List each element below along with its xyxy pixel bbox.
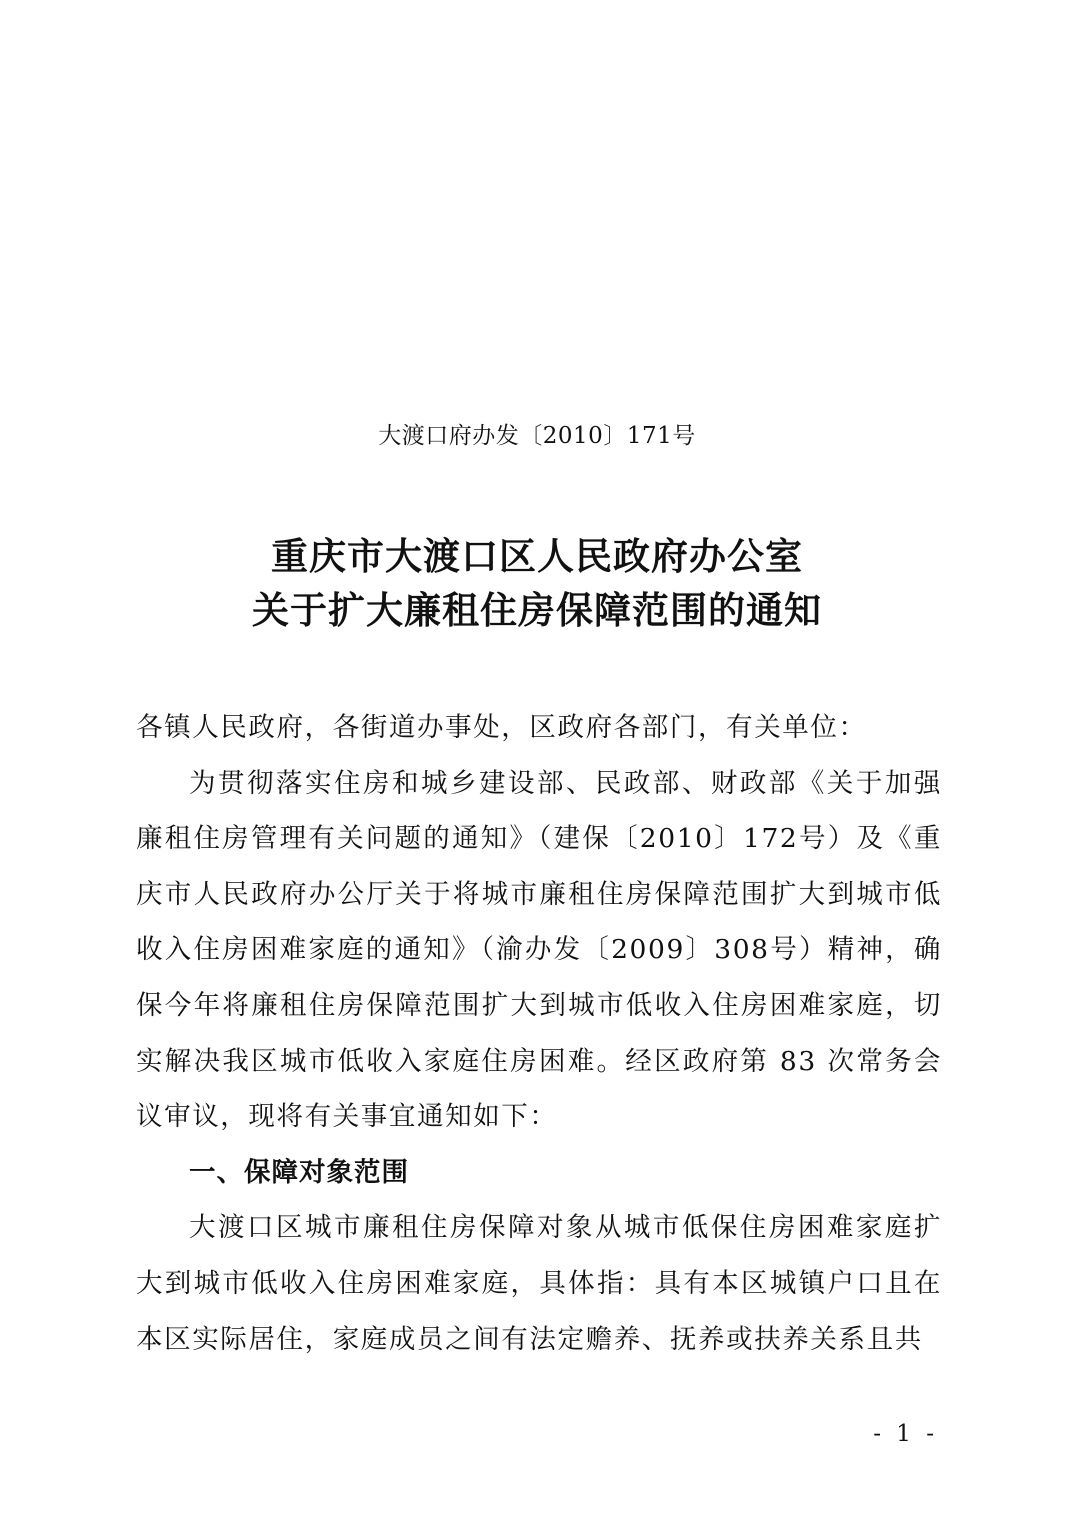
document-body xyxy=(136,700,942,1367)
section-heading-1: 一、保障对象范围 xyxy=(189,1156,409,1188)
document-title xyxy=(0,530,1074,638)
paragraph-section-1: 大渡口区城市廉租住房保障对象从城市低保住房困难家庭扩大到城市低收入住房困难家庭，具体指：具有本区城镇户口且在本区实际居住，家庭成员之间有法定赡养、抚养或扶养关系且共 xyxy=(136,1212,942,1355)
document-number: 大渡口府办发〔2010〕171号 xyxy=(378,423,696,449)
salutation: 各镇人民政府，各街道办事处，区政府各部门，有关单位： xyxy=(136,712,867,743)
title-line-2: 关于扩大廉租住房保障范围的通知 xyxy=(252,589,822,632)
title-line-1: 重庆市大渡口区人民政府办公室 xyxy=(271,535,803,578)
paragraph-intro: 为贯彻落实住房和城乡建设部、民政部、财政部《关于加强廉租住房管理有关问题的通知》（建保〔2010〕172号）及《重庆市人民政府办公厅关于将城市廉租住房保障范围扩大到城市低收入住房困难家庭的通知》（渝办发〔2009〕308号）精神，确保今年将廉租住房保障范围扩大到城市低收入住房困难家庭，切实解决我区城市低收入家庭住房困难。经区政府第 83 次常务会议审议，现将有关事宜通知如下： xyxy=(136,767,942,1133)
page-number: - 1 - xyxy=(873,1421,938,1447)
